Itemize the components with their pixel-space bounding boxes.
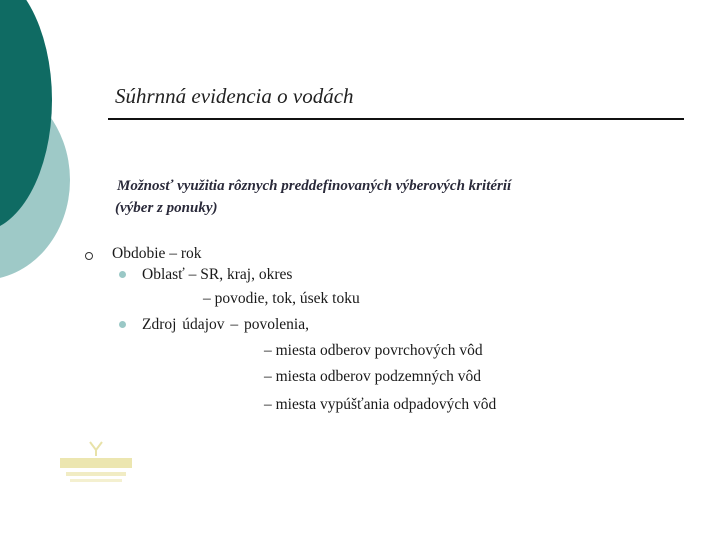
logo-watermark <box>56 438 136 484</box>
slide-subtitle <box>117 175 511 219</box>
slide-title: Súhrnná evidencia o vodách <box>115 84 354 108</box>
title-divider <box>108 118 684 120</box>
list-item-ground-water: – miesta odberov podzemných vôd <box>264 368 481 385</box>
list-item-data-source: Zdroj údajov – povolenia, <box>142 316 309 333</box>
list-item-region-detail: – povodie, tok, úsek toku <box>203 290 360 307</box>
list-item-surface-water: – miesta odberov povrchových vôd <box>264 342 483 359</box>
bullet-dot-icon <box>119 271 126 278</box>
subtitle-line-1: Možnosť využitia rôznych preddefinovaných výberových kritérií <box>117 178 512 194</box>
bullet-dot-icon <box>119 321 126 328</box>
list-item-region: Oblasť – SR, kraj, okres <box>142 266 293 283</box>
decorative-circles <box>0 0 120 300</box>
list-item-waste-water: – miesta vypúšťania odpadových vôd <box>264 396 497 413</box>
subtitle-line-2: (výber z ponuky) <box>115 200 218 216</box>
bullet-circle-icon <box>85 252 93 260</box>
list-item-period: Obdobie – rok <box>112 245 202 262</box>
